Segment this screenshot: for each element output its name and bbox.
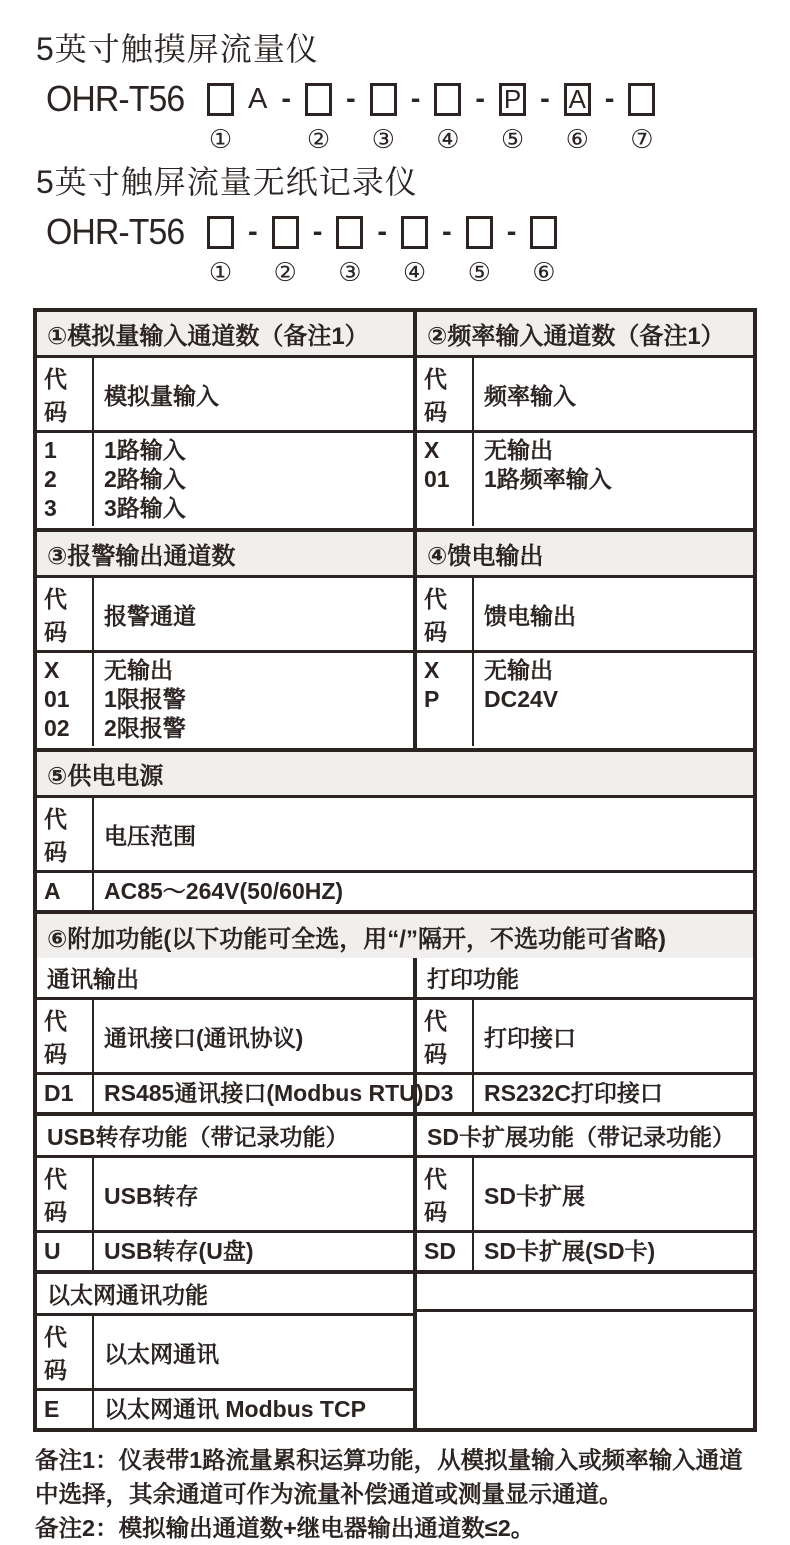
section-2-header: ②频率输入通道数（备注1）	[417, 312, 753, 358]
code-column-label: 代码	[417, 578, 474, 650]
model-box-1-unit	[207, 78, 234, 153]
model-box-5	[466, 216, 493, 249]
position-marker-5: ⑤	[500, 125, 525, 155]
desc-cell: SD卡扩展(SD卡)	[484, 1238, 656, 1264]
desc-column-label: SD卡扩展	[484, 1182, 585, 1209]
section-2-body	[417, 433, 753, 528]
code-cell: A	[37, 873, 94, 910]
model-box-4-unit	[434, 78, 461, 153]
selection-table	[33, 308, 757, 1432]
band-ethernet	[37, 1274, 753, 1428]
model-prefix: OHR-T56	[46, 211, 185, 252]
code-cell: D1	[37, 1075, 94, 1112]
code-cell: X 01	[417, 433, 474, 526]
code-cell: E	[37, 1391, 94, 1428]
dash-separator: -	[346, 82, 356, 115]
band-section-5	[37, 752, 753, 914]
code-column-label: 代码	[37, 1316, 94, 1388]
code-column-label: 代码	[37, 798, 94, 870]
subsection-print-header: 打印功能	[417, 958, 753, 1000]
empty-body-cell	[417, 1312, 753, 1428]
product-2-title: 5英寸触屏流量无纸记录仪	[36, 164, 418, 200]
model-box-4	[401, 216, 428, 249]
dash-separator: -	[248, 215, 258, 248]
code-column-label: 代码	[417, 358, 474, 430]
desc-cell: RS485通讯接口(Modbus RTU)	[104, 1080, 424, 1106]
subsection-print	[417, 958, 753, 1112]
model-prefix-unit	[46, 78, 193, 127]
desc-column-label: 以太网通讯	[104, 1340, 219, 1367]
subsection-usb-header: USB转存功能（带记录功能）	[37, 1116, 413, 1158]
desc-column-label: 通讯接口(通讯协议)	[104, 1024, 304, 1051]
subsection-empty	[417, 1274, 753, 1428]
model-box-6-letter-a: A	[564, 83, 591, 116]
footnotes	[35, 1444, 757, 1545]
subsection-comm-header: 通讯输出	[37, 958, 413, 1000]
subsection-comm-output	[37, 958, 424, 1112]
model-box-2	[272, 216, 299, 249]
subsection-usb	[37, 1116, 417, 1270]
desc-column-label: 电压范围	[104, 822, 196, 849]
code-cell: X P	[417, 653, 474, 746]
code-cell: D3	[417, 1075, 474, 1112]
position-marker-6: ⑥	[532, 258, 556, 288]
position-marker-6: ⑥	[565, 125, 589, 155]
dash-separator: -	[281, 82, 292, 115]
section-3-header: ③报警输出通道数	[37, 532, 413, 578]
model-prefix: OHR-T56	[46, 78, 185, 119]
model-box-7	[628, 83, 655, 116]
product-1-model-code	[46, 78, 790, 153]
desc-column-label: 模拟量输入	[104, 382, 219, 409]
desc-cell: AC85～264V(50/60HZ)	[104, 878, 344, 904]
code-cell: SD	[417, 1233, 474, 1270]
desc-cell: 无输出 1路频率输入	[484, 437, 612, 492]
dash-separator: -	[312, 215, 323, 248]
band-sections-3-4	[37, 532, 753, 752]
model-box-2-unit	[272, 211, 299, 286]
code-column-label: 代码	[37, 1158, 94, 1230]
model-box-1	[207, 216, 234, 249]
model-box-4	[434, 83, 461, 116]
code-column-label: 代码	[37, 358, 94, 430]
code-column-label: 代码	[417, 1158, 474, 1230]
section-4-header: ④馈电输出	[417, 532, 753, 578]
desc-column-label: USB转存	[104, 1182, 199, 1209]
position-marker-2: ②	[273, 258, 297, 288]
position-marker-3: ③	[371, 125, 395, 155]
desc-column-label: 馈电输出	[484, 602, 576, 629]
dash-separator: -	[377, 215, 388, 248]
desc-cell: 以太网通讯 Modbus TCP	[104, 1396, 366, 1422]
footnote-1: 备注1：仪表带1路流量累积运算功能，从模拟量输入或频率输入通道中选择，其余通道可作为流量补偿通道或测量显示通道。	[35, 1447, 743, 1507]
section-3-column-header	[37, 578, 413, 653]
model-box-6	[530, 216, 557, 249]
product-1-title: 5英寸触摸屏流量仪	[36, 31, 319, 67]
section-4-column-header	[417, 578, 753, 653]
model-box-6-unit	[530, 211, 557, 286]
dash-separator: -	[604, 82, 615, 115]
model-box-3-unit	[370, 78, 397, 153]
dash-separator: -	[540, 82, 550, 115]
model-box-2-unit	[305, 78, 332, 153]
product-2-model-code	[46, 211, 790, 286]
model-fixed-letter: A	[248, 82, 268, 115]
position-marker-7: ⑦	[630, 125, 654, 155]
code-cell: U	[37, 1233, 94, 1270]
section-3-body	[37, 653, 413, 748]
dash-separator: -	[442, 215, 452, 248]
section-4	[417, 532, 753, 748]
section-1-body	[37, 433, 413, 528]
model-prefix-unit	[46, 211, 193, 260]
code-column-label: 代码	[37, 578, 94, 650]
desc-cell: 1路输入 2路输入 3路输入	[104, 437, 186, 521]
position-marker-4: ④	[402, 258, 427, 288]
section-5-header: ⑤供电电源	[37, 752, 753, 798]
desc-cell: USB转存(U盘)	[104, 1238, 254, 1264]
model-box-7-unit	[628, 78, 655, 153]
position-marker-5: ⑤	[467, 258, 491, 288]
position-marker-4: ④	[436, 125, 460, 155]
section-1-header: ①模拟量输入通道数（备注1）	[37, 312, 413, 358]
section-5-column-header	[37, 798, 753, 873]
position-marker-2: ②	[306, 125, 331, 155]
band-usb-sd	[37, 1116, 753, 1274]
model-box-1-unit	[207, 211, 234, 286]
section-5-body	[37, 873, 753, 910]
subsection-sd	[417, 1116, 753, 1270]
position-marker-1: ①	[208, 125, 233, 155]
code-cell: 1 2 3	[37, 433, 94, 526]
model-box-6-unit	[564, 78, 591, 153]
model-box-4-unit	[401, 211, 428, 286]
subsection-ethernet-header: 以太网通讯功能	[37, 1274, 413, 1316]
model-box-3-unit	[336, 211, 363, 286]
desc-cell: 无输出 1限报警 2限报警	[104, 657, 186, 741]
model-box-5-letter-p: P	[499, 83, 526, 116]
section-2-column-header	[417, 358, 753, 433]
model-box-1	[207, 83, 234, 116]
model-box-5-unit	[499, 78, 526, 153]
model-box-3	[336, 216, 363, 249]
band-sections-1-2	[37, 312, 753, 532]
dash-separator: -	[506, 215, 517, 248]
section-4-body	[417, 653, 753, 748]
desc-cell: RS232C打印接口	[484, 1080, 663, 1106]
section-2	[417, 312, 753, 528]
footnote-2: 备注2：模拟输出通道数+继电器输出通道数≤2。	[35, 1514, 535, 1541]
code-column-label: 代码	[37, 1000, 94, 1072]
code-column-label: 代码	[417, 1000, 474, 1072]
dash-separator: -	[410, 82, 421, 115]
model-fixed-letter-unit	[248, 78, 267, 127]
desc-column-label: 报警通道	[104, 602, 196, 629]
position-marker-1: ①	[208, 258, 233, 288]
subsection-sd-header: SD卡扩展功能（带记录功能）	[417, 1116, 753, 1158]
section-1	[37, 312, 417, 528]
desc-column-label: 频率输入	[484, 382, 576, 409]
code-cell: X 01 02	[37, 653, 94, 746]
model-box-2	[305, 83, 332, 116]
subsection-ethernet	[37, 1274, 417, 1428]
desc-cell: 无输出 DC24V	[484, 657, 559, 712]
desc-column-label: 打印接口	[484, 1024, 576, 1051]
model-box-3	[370, 83, 397, 116]
dash-separator: -	[475, 82, 486, 115]
section-6-header: ⑥附加功能(以下功能可全选，用“/”隔开，不选功能可省略)	[37, 914, 753, 958]
section-3	[37, 532, 417, 748]
section-1-column-header	[37, 358, 413, 433]
band-comm-print	[37, 958, 753, 1116]
position-marker-3: ③	[338, 258, 362, 288]
model-box-5-unit	[466, 211, 493, 286]
